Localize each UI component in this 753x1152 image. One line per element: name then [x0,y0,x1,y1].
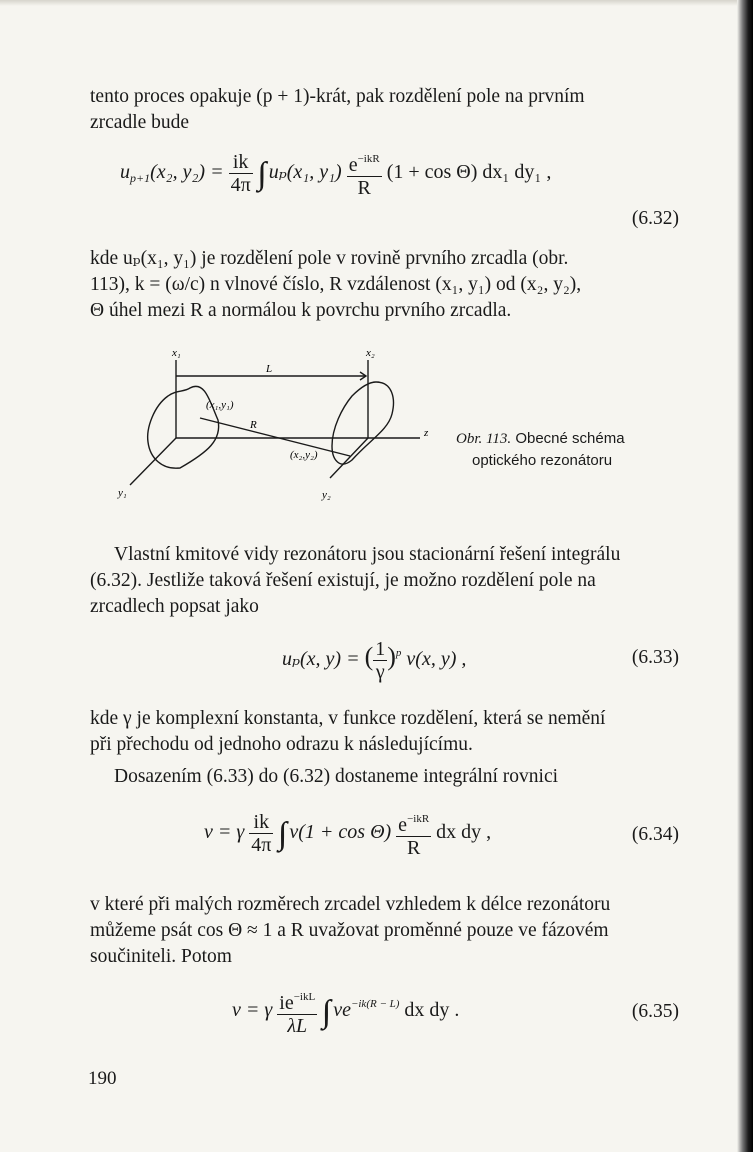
axis-y2 [330,438,368,478]
equation-number: (6.34) [631,824,679,845]
eq-tail: (1 + cos Θ) dx₁ dy₁ , [386,161,552,184]
equation-6-33: uₚ(x, y) = ( $\frac{1}{\gamma}$ )$^p$ v(x, y) , [282,638,467,683]
eq-lhs: uₚ(x, y) = [282,648,360,671]
paragraph-modes [90,542,680,620]
text-line: kde γ je komplexní konstanta, v funkce rozdělení, která se nemění [90,708,606,729]
equation-number: (6.32) [631,208,679,229]
text-line: zrcadle bude [90,112,190,133]
page-number: 190 [88,1068,117,1089]
text-line: můžeme psát cos Θ ≈ 1 a R uvažovat proměnné pouze ve fázovém [90,920,609,941]
equation-6-35 [232,986,459,1037]
text-line: Θ úhel mezi R a normálou k povrchu prvního zrcadla. [90,300,512,321]
text-line: při přechodu od jednoho odrazu k následujícímu. [90,734,473,755]
eq-tail: dx dy , [436,821,492,844]
text-line: 113), k = (ω/c) n vlnové číslo, R vzdálenost (x₁, y₁) od (x₂, y₂), [90,274,582,295]
eq-tail: dx dy . [404,999,460,1022]
label-point-2: (x₂,y₂) [290,449,318,461]
label-L: L [266,363,273,375]
axis-y1 [130,438,176,485]
label-x1: x₁ [172,347,181,359]
eq-exp-fraction: $\frac{e^{-ikR}}{R}$ [396,808,431,859]
label-z: z [424,427,429,439]
equation-number: (6.35) [631,1001,679,1022]
eq-lhs: $u_{p+1}(x_2$, y₂) = [120,161,224,186]
text-line: součiniteli. Potom [90,946,232,967]
label-R: R [250,419,257,431]
paragraph-approximation [90,892,680,970]
text-line: Dosazením (6.33) do (6.32) dostaneme integrální rovnici [114,766,559,787]
caption-line-2: optického rezonátoru [472,452,613,469]
caption-line-1: Obecné schéma [515,430,625,447]
eq-fraction: $\frac{ik}{4\pi}$ [230,151,251,196]
eq-lhs: v = γ [232,999,273,1022]
eq-fraction: $\frac{1}{\gamma}$ [375,638,386,683]
label-y1: y₁ [118,487,127,499]
text-line: zrcadlech popsat jako [90,596,259,617]
caption-label: Obr. 113. [456,431,512,447]
text-line: Vlastní kmitové vidy rezonátoru jsou stacionární řešení integrálu [114,544,621,565]
text-line: kde uₚ(x₁, y₁) je rozdělení pole v rovině prvního zrcadla (obr. [90,248,569,269]
mirror-2-outline [332,382,393,464]
eq-integrand: uₚ(x₁, y₁) [268,161,342,184]
text-line: v které při malých rozměrech zrcadel vzhledem k délce rezonátoru [90,894,611,915]
eq-integrand: $ve^{-ik(R - L)}$ [333,998,400,1022]
eq-fraction: $\frac{ie^{-ikL}}{\lambda L}$ [277,986,317,1037]
label-y2: y₂ [322,489,331,501]
text-line: (6.32). Jestliže taková řešení existují, je možno rozdělení pole na [90,570,596,591]
text-line: tento proces opakuje (p + 1)-krát, pak rozdělení pole na prvním [90,86,585,107]
paragraph-substitution [90,764,680,790]
equation-6-34 [204,808,491,859]
eq-integrand: v(1 + cos Θ) [289,821,392,844]
eq-fraction: $\frac{ik}{4\pi}$ [251,811,272,856]
eq-tail: v(x, y) , [406,648,467,671]
equation-number: (6.33) [631,647,679,668]
label-x2: x₂ [366,347,375,359]
label-point-1: (x₁,y₁) [206,399,234,411]
paragraph-gamma [90,706,680,758]
figure-caption [456,428,625,472]
eq-lhs: v = γ [204,821,245,844]
eq-exp-fraction: $\frac{e^{-ikR}}{R}$ [347,148,382,199]
ray-R [200,418,350,456]
